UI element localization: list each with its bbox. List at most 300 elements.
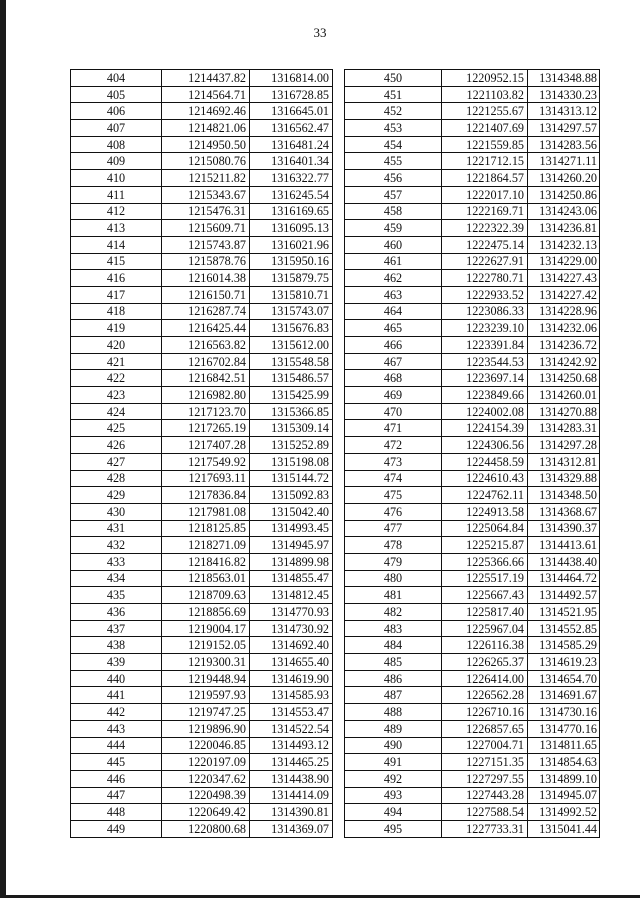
x-coordinate-cell: 1217981.08: [162, 503, 250, 520]
point-number-cell: 474: [345, 470, 442, 487]
table-row: [71, 687, 333, 704]
y-coordinate-cell: 1314297.57: [528, 120, 600, 137]
point-number-cell: 448: [71, 804, 162, 821]
y-coordinate-cell: 1314229.00: [528, 253, 600, 270]
x-coordinate-cell: 1227297.55: [442, 770, 528, 787]
x-coordinate-cell: 1226710.16: [442, 704, 528, 721]
point-number-cell: 462: [345, 270, 442, 287]
table-row: [345, 520, 600, 537]
point-number-cell: 493: [345, 787, 442, 804]
table-row: [345, 587, 600, 604]
y-coordinate-cell: 1315810.71: [250, 286, 333, 303]
table-row: [71, 670, 333, 687]
table-row: [71, 236, 333, 253]
table-row: [345, 136, 600, 153]
point-number-cell: 420: [71, 337, 162, 354]
point-number-cell: 495: [345, 820, 442, 837]
y-coordinate-cell: 1314993.45: [250, 520, 333, 537]
point-number-cell: 435: [71, 587, 162, 604]
table-row: [71, 337, 333, 354]
point-number-cell: 452: [345, 103, 442, 120]
y-coordinate-cell: 1314730.16: [528, 704, 600, 721]
table-row: [345, 770, 600, 787]
x-coordinate-cell: 1226562.28: [442, 687, 528, 704]
point-number-cell: 480: [345, 570, 442, 587]
point-number-cell: 465: [345, 320, 442, 337]
y-coordinate-cell: 1316021.96: [250, 236, 333, 253]
table-row: [345, 370, 600, 387]
x-coordinate-cell: 1225064.84: [442, 520, 528, 537]
x-coordinate-cell: 1223086.33: [442, 303, 528, 320]
x-coordinate-cell: 1218563.01: [162, 570, 250, 587]
point-number-cell: 441: [71, 687, 162, 704]
y-coordinate-cell: 1315144.72: [250, 470, 333, 487]
table-row: [71, 86, 333, 103]
point-number-cell: 419: [71, 320, 162, 337]
table-row: [71, 637, 333, 654]
point-number-cell: 484: [345, 637, 442, 654]
x-coordinate-cell: 1225667.43: [442, 587, 528, 604]
x-coordinate-cell: 1226857.65: [442, 720, 528, 737]
point-number-cell: 416: [71, 270, 162, 287]
y-coordinate-cell: 1314464.72: [528, 570, 600, 587]
y-coordinate-cell: 1314329.88: [528, 470, 600, 487]
point-number-cell: 459: [345, 220, 442, 237]
point-number-cell: 451: [345, 86, 442, 103]
x-coordinate-cell: 1220197.09: [162, 754, 250, 771]
x-coordinate-cell: 1221255.67: [442, 103, 528, 120]
y-coordinate-cell: 1314232.06: [528, 320, 600, 337]
point-number-cell: 479: [345, 553, 442, 570]
y-coordinate-cell: 1314552.85: [528, 620, 600, 637]
table-row: [345, 737, 600, 754]
y-coordinate-cell: 1315548.58: [250, 353, 333, 370]
x-coordinate-cell: 1219152.05: [162, 637, 250, 654]
x-coordinate-cell: 1218416.82: [162, 553, 250, 570]
y-coordinate-cell: 1314521.95: [528, 604, 600, 621]
point-number-cell: 489: [345, 720, 442, 737]
x-coordinate-cell: 1216842.51: [162, 370, 250, 387]
x-coordinate-cell: 1215080.76: [162, 153, 250, 170]
table-row: [71, 120, 333, 137]
table-row: [345, 270, 600, 287]
point-number-cell: 407: [71, 120, 162, 137]
x-coordinate-cell: 1217123.70: [162, 403, 250, 420]
y-coordinate-cell: 1314899.98: [250, 553, 333, 570]
x-coordinate-cell: 1219896.90: [162, 720, 250, 737]
table-row: [71, 136, 333, 153]
table-row: [71, 503, 333, 520]
table-row: [345, 670, 600, 687]
y-coordinate-cell: 1314413.61: [528, 537, 600, 554]
x-coordinate-cell: 1222933.52: [442, 286, 528, 303]
coordinates-table-right-body: [345, 70, 600, 838]
y-coordinate-cell: 1315879.75: [250, 270, 333, 287]
table-row: [71, 420, 333, 437]
x-coordinate-cell: 1214821.06: [162, 120, 250, 137]
y-coordinate-cell: 1315425.99: [250, 387, 333, 404]
table-row: [345, 453, 600, 470]
table-row: [345, 604, 600, 621]
point-number-cell: 423: [71, 387, 162, 404]
y-coordinate-cell: 1314236.81: [528, 220, 600, 237]
table-row: [71, 487, 333, 504]
point-number-cell: 439: [71, 654, 162, 671]
point-number-cell: 405: [71, 86, 162, 103]
y-coordinate-cell: 1316645.01: [250, 103, 333, 120]
table-row: [345, 286, 600, 303]
table-row: [345, 387, 600, 404]
y-coordinate-cell: 1314945.07: [528, 787, 600, 804]
x-coordinate-cell: 1225215.87: [442, 537, 528, 554]
point-number-cell: 430: [71, 503, 162, 520]
x-coordinate-cell: 1223697.14: [442, 370, 528, 387]
x-coordinate-cell: 1219597.93: [162, 687, 250, 704]
x-coordinate-cell: 1214692.46: [162, 103, 250, 120]
x-coordinate-cell: 1227588.54: [442, 804, 528, 821]
x-coordinate-cell: 1221864.57: [442, 170, 528, 187]
point-number-cell: 412: [71, 203, 162, 220]
y-coordinate-cell: 1316814.00: [250, 70, 333, 87]
table-row: [71, 770, 333, 787]
table-row: [345, 470, 600, 487]
point-number-cell: 463: [345, 286, 442, 303]
point-number-cell: 409: [71, 153, 162, 170]
x-coordinate-cell: 1220800.68: [162, 820, 250, 837]
coordinates-table-left: [70, 69, 333, 838]
x-coordinate-cell: 1223239.10: [442, 320, 528, 337]
table-row: [71, 520, 333, 537]
point-number-cell: 460: [345, 236, 442, 253]
table-row: [71, 804, 333, 821]
x-coordinate-cell: 1216425.44: [162, 320, 250, 337]
x-coordinate-cell: 1222322.39: [442, 220, 528, 237]
y-coordinate-cell: 1314250.68: [528, 370, 600, 387]
x-coordinate-cell: 1227151.35: [442, 754, 528, 771]
x-coordinate-cell: 1222169.71: [442, 203, 528, 220]
table-row: [345, 503, 600, 520]
table-row: [345, 620, 600, 637]
table-row: [71, 587, 333, 604]
table-row: [345, 570, 600, 587]
table-row: [345, 420, 600, 437]
y-coordinate-cell: 1316481.24: [250, 136, 333, 153]
point-number-cell: 428: [71, 470, 162, 487]
x-coordinate-cell: 1215211.82: [162, 170, 250, 187]
y-coordinate-cell: 1314283.56: [528, 136, 600, 153]
y-coordinate-cell: 1314312.81: [528, 453, 600, 470]
table-row: [71, 720, 333, 737]
x-coordinate-cell: 1223849.66: [442, 387, 528, 404]
point-number-cell: 494: [345, 804, 442, 821]
y-coordinate-cell: 1316169.65: [250, 203, 333, 220]
point-number-cell: 470: [345, 403, 442, 420]
x-coordinate-cell: 1222627.91: [442, 253, 528, 270]
point-number-cell: 478: [345, 537, 442, 554]
table-row: [345, 220, 600, 237]
table-row: [71, 453, 333, 470]
table-row: [345, 754, 600, 771]
table-row: [345, 804, 600, 821]
table-row: [71, 70, 333, 87]
point-number-cell: 456: [345, 170, 442, 187]
table-row: [345, 704, 600, 721]
y-coordinate-cell: 1314414.09: [250, 787, 333, 804]
x-coordinate-cell: 1218125.85: [162, 520, 250, 537]
point-number-cell: 482: [345, 604, 442, 621]
page-edge-left: [0, 0, 6, 898]
x-coordinate-cell: 1220498.39: [162, 787, 250, 804]
x-coordinate-cell: 1215878.76: [162, 253, 250, 270]
y-coordinate-cell: 1315041.44: [528, 820, 600, 837]
table-row: [71, 570, 333, 587]
x-coordinate-cell: 1216702.84: [162, 353, 250, 370]
x-coordinate-cell: 1220952.15: [442, 70, 528, 87]
y-coordinate-cell: 1314522.54: [250, 720, 333, 737]
table-row: [345, 820, 600, 837]
x-coordinate-cell: 1221559.85: [442, 136, 528, 153]
y-coordinate-cell: 1315950.16: [250, 253, 333, 270]
y-coordinate-cell: 1315612.00: [250, 337, 333, 354]
x-coordinate-cell: 1215476.31: [162, 203, 250, 220]
table-row: [71, 704, 333, 721]
point-number-cell: 442: [71, 704, 162, 721]
y-coordinate-cell: 1314855.47: [250, 570, 333, 587]
point-number-cell: 455: [345, 153, 442, 170]
table-row: [345, 320, 600, 337]
page-number: 33: [313, 25, 327, 40]
coordinates-table-left-body: [71, 70, 333, 838]
point-number-cell: 429: [71, 487, 162, 504]
x-coordinate-cell: 1217693.11: [162, 470, 250, 487]
y-coordinate-cell: 1314390.81: [250, 804, 333, 821]
table-row: [71, 220, 333, 237]
y-coordinate-cell: 1314811.65: [528, 737, 600, 754]
x-coordinate-cell: 1221407.69: [442, 120, 528, 137]
point-number-cell: 475: [345, 487, 442, 504]
y-coordinate-cell: 1314585.29: [528, 637, 600, 654]
x-coordinate-cell: 1218271.09: [162, 537, 250, 554]
table-row: [345, 70, 600, 87]
x-coordinate-cell: 1217407.28: [162, 437, 250, 454]
y-coordinate-cell: 1316401.34: [250, 153, 333, 170]
x-coordinate-cell: 1219448.94: [162, 670, 250, 687]
x-coordinate-cell: 1224002.08: [442, 403, 528, 420]
point-number-cell: 411: [71, 186, 162, 203]
y-coordinate-cell: 1315092.83: [250, 487, 333, 504]
y-coordinate-cell: 1315366.85: [250, 403, 333, 420]
table-row: [345, 687, 600, 704]
x-coordinate-cell: 1218709.63: [162, 587, 250, 604]
point-number-cell: 464: [345, 303, 442, 320]
x-coordinate-cell: 1223544.53: [442, 353, 528, 370]
point-number-cell: 466: [345, 337, 442, 354]
point-number-cell: 425: [71, 420, 162, 437]
y-coordinate-cell: 1314348.50: [528, 487, 600, 504]
x-coordinate-cell: 1225366.66: [442, 553, 528, 570]
table-row: [71, 787, 333, 804]
x-coordinate-cell: 1220046.85: [162, 737, 250, 754]
x-coordinate-cell: 1219004.17: [162, 620, 250, 637]
y-coordinate-cell: 1314313.12: [528, 103, 600, 120]
y-coordinate-cell: 1315252.89: [250, 437, 333, 454]
y-coordinate-cell: 1314654.70: [528, 670, 600, 687]
table-row: [71, 620, 333, 637]
x-coordinate-cell: 1224306.56: [442, 437, 528, 454]
y-coordinate-cell: 1314493.12: [250, 737, 333, 754]
table-row: [345, 654, 600, 671]
table-row: [71, 303, 333, 320]
table-row: [345, 403, 600, 420]
y-coordinate-cell: 1314553.47: [250, 704, 333, 721]
point-number-cell: 432: [71, 537, 162, 554]
x-coordinate-cell: 1217265.19: [162, 420, 250, 437]
y-coordinate-cell: 1315676.83: [250, 320, 333, 337]
y-coordinate-cell: 1315042.40: [250, 503, 333, 520]
table-row: [345, 236, 600, 253]
table-row: [71, 186, 333, 203]
y-coordinate-cell: 1314227.42: [528, 286, 600, 303]
y-coordinate-cell: 1315198.08: [250, 453, 333, 470]
table-row: [345, 186, 600, 203]
y-coordinate-cell: 1314369.07: [250, 820, 333, 837]
table-row: [345, 537, 600, 554]
table-row: [71, 553, 333, 570]
y-coordinate-cell: 1314992.52: [528, 804, 600, 821]
table-row: [71, 320, 333, 337]
y-coordinate-cell: 1314271.11: [528, 153, 600, 170]
point-number-cell: 414: [71, 236, 162, 253]
x-coordinate-cell: 1217836.84: [162, 487, 250, 504]
table-row: [71, 604, 333, 621]
x-coordinate-cell: 1222017.10: [442, 186, 528, 203]
x-coordinate-cell: 1215743.87: [162, 236, 250, 253]
x-coordinate-cell: 1220347.62: [162, 770, 250, 787]
x-coordinate-cell: 1216150.71: [162, 286, 250, 303]
point-number-cell: 431: [71, 520, 162, 537]
y-coordinate-cell: 1314260.20: [528, 170, 600, 187]
point-number-cell: 472: [345, 437, 442, 454]
y-coordinate-cell: 1316728.85: [250, 86, 333, 103]
table-row: [345, 487, 600, 504]
table-row: [345, 353, 600, 370]
x-coordinate-cell: 1224762.11: [442, 487, 528, 504]
coordinates-table-right: [344, 69, 600, 838]
point-number-cell: 469: [345, 387, 442, 404]
y-coordinate-cell: 1316245.54: [250, 186, 333, 203]
point-number-cell: 437: [71, 620, 162, 637]
y-coordinate-cell: 1314260.01: [528, 387, 600, 404]
y-coordinate-cell: 1315743.07: [250, 303, 333, 320]
point-number-cell: 490: [345, 737, 442, 754]
x-coordinate-cell: 1219747.25: [162, 704, 250, 721]
table-row: [345, 637, 600, 654]
table-row: [71, 270, 333, 287]
y-coordinate-cell: 1314619.90: [250, 670, 333, 687]
y-coordinate-cell: 1315486.57: [250, 370, 333, 387]
y-coordinate-cell: 1314243.06: [528, 203, 600, 220]
point-number-cell: 468: [345, 370, 442, 387]
x-coordinate-cell: 1215609.71: [162, 220, 250, 237]
table-row: [345, 253, 600, 270]
x-coordinate-cell: 1218856.69: [162, 604, 250, 621]
point-number-cell: 467: [345, 353, 442, 370]
table-row: [71, 353, 333, 370]
table-row: [345, 787, 600, 804]
x-coordinate-cell: 1225817.40: [442, 604, 528, 621]
table-row: [345, 437, 600, 454]
y-coordinate-cell: 1314232.13: [528, 236, 600, 253]
point-number-cell: 424: [71, 403, 162, 420]
x-coordinate-cell: 1214437.82: [162, 70, 250, 87]
x-coordinate-cell: 1221712.15: [442, 153, 528, 170]
table-row: [345, 203, 600, 220]
point-number-cell: 438: [71, 637, 162, 654]
x-coordinate-cell: 1217549.92: [162, 453, 250, 470]
point-number-cell: 436: [71, 604, 162, 621]
point-number-cell: 421: [71, 353, 162, 370]
x-coordinate-cell: 1220649.42: [162, 804, 250, 821]
point-number-cell: 427: [71, 453, 162, 470]
x-coordinate-cell: 1216014.38: [162, 270, 250, 287]
y-coordinate-cell: 1314270.88: [528, 403, 600, 420]
point-number-cell: 458: [345, 203, 442, 220]
x-coordinate-cell: 1224913.58: [442, 503, 528, 520]
table-row: [345, 103, 600, 120]
point-number-cell: 461: [345, 253, 442, 270]
point-number-cell: 471: [345, 420, 442, 437]
x-coordinate-cell: 1227443.28: [442, 787, 528, 804]
table-row: [345, 553, 600, 570]
x-coordinate-cell: 1221103.82: [442, 86, 528, 103]
point-number-cell: 426: [71, 437, 162, 454]
table-row: [71, 537, 333, 554]
y-coordinate-cell: 1314348.88: [528, 70, 600, 87]
table-row: [71, 153, 333, 170]
y-coordinate-cell: 1314812.45: [250, 587, 333, 604]
point-number-cell: 449: [71, 820, 162, 837]
x-coordinate-cell: 1224154.39: [442, 420, 528, 437]
x-coordinate-cell: 1215343.67: [162, 186, 250, 203]
y-coordinate-cell: 1314730.92: [250, 620, 333, 637]
point-number-cell: 453: [345, 120, 442, 137]
point-number-cell: 433: [71, 553, 162, 570]
x-coordinate-cell: 1224458.59: [442, 453, 528, 470]
point-number-cell: 487: [345, 687, 442, 704]
point-number-cell: 477: [345, 520, 442, 537]
y-coordinate-cell: 1314465.25: [250, 754, 333, 771]
table-row: [71, 403, 333, 420]
point-number-cell: 486: [345, 670, 442, 687]
y-coordinate-cell: 1314227.43: [528, 270, 600, 287]
table-row: [71, 170, 333, 187]
x-coordinate-cell: 1225967.04: [442, 620, 528, 637]
table-row: [71, 203, 333, 220]
point-number-cell: 491: [345, 754, 442, 771]
point-number-cell: 454: [345, 136, 442, 153]
y-coordinate-cell: 1316095.13: [250, 220, 333, 237]
point-number-cell: 434: [71, 570, 162, 587]
y-coordinate-cell: 1314899.10: [528, 770, 600, 787]
table-row: [345, 120, 600, 137]
x-coordinate-cell: 1216287.74: [162, 303, 250, 320]
point-number-cell: 447: [71, 787, 162, 804]
x-coordinate-cell: 1216982.80: [162, 387, 250, 404]
point-number-cell: 492: [345, 770, 442, 787]
point-number-cell: 418: [71, 303, 162, 320]
table-row: [71, 737, 333, 754]
x-coordinate-cell: 1223391.84: [442, 337, 528, 354]
